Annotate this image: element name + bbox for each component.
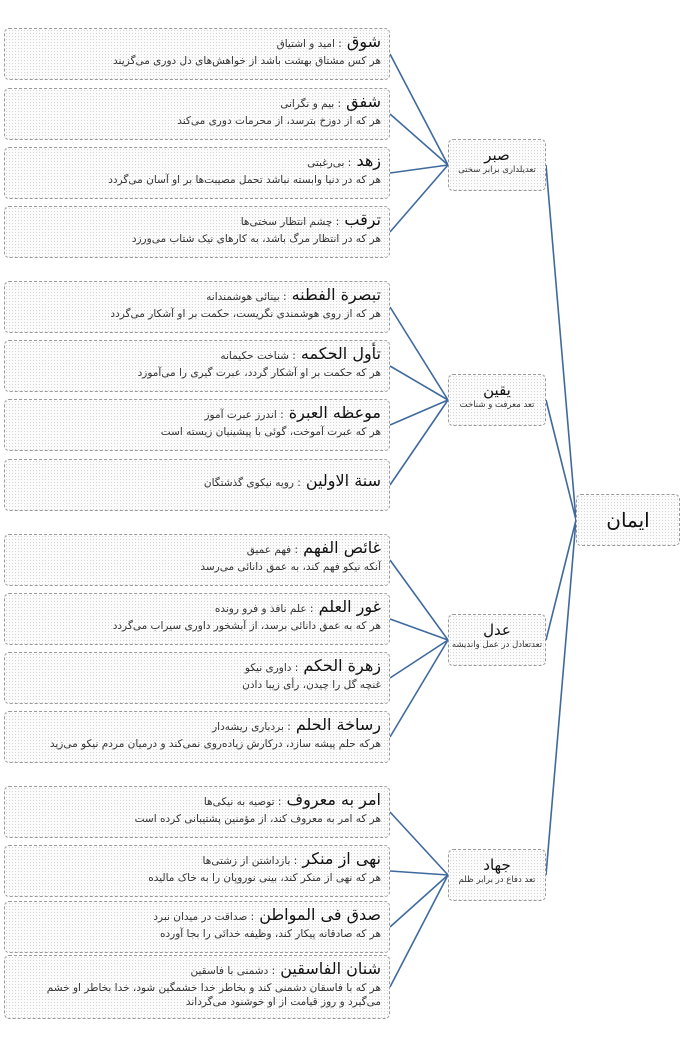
hub-subtitle: تعد معرفت و شناخت [459,400,535,410]
leaf-connector [390,871,448,875]
leaf-description: هر که صادقانه پیکار کند، وظیفه خدائی را بجا آورده [159,928,381,940]
leaf-title: سنة الاولین [305,471,381,490]
leaf-title: غور العلم [318,597,381,616]
leaf-description: هر که با فاسقان دشمنی کند و بخاطر خدا خشمگین شود، خدا بخاطر او خشم می‌گیرد و روز قیامت از او خوشنود می‌گرداند [46,982,381,1008]
leaf-subtitle: : امید و اشتیاق [276,38,342,50]
leaf-subtitle: : شناخت حکیمانه [220,350,296,362]
hub-yaqin [448,374,546,426]
leaf-subtitle: : اندرز عبرت آموز [204,409,284,421]
hub-adl [448,614,546,666]
leaf-zahrat-alhukm [4,652,390,704]
leaf-subtitle: : چشم انتظار سختی‌ها [240,216,340,228]
leaf-title: ترقب [344,210,381,229]
leaf-description: هر که از دوزخ بترسد، از محرمات دوری می‌کند [177,115,381,127]
leaf-subtitle: : بازداشتن از زشتی‌ها [202,855,298,867]
leaf-connector [390,640,448,737]
leaf-connector [390,640,448,678]
leaf-shoq [4,28,390,80]
hub-connector [546,520,576,875]
hub-title: یقین [483,381,511,399]
leaf-subtitle: : بیم و نگرانی [280,98,342,110]
hub-title: عدل [483,621,511,639]
leaf-description: هر که در دنیا وابسته نباشد تحمل مصیبت‌ها بر او آسان می‌گردد [108,174,381,186]
hub-connector [546,165,576,520]
leaf-title: امر به معروف [286,790,381,809]
leaf-connector [390,165,448,232]
leaf-connector [390,366,448,400]
leaf-ghawr-alilm [4,593,390,645]
leaf-connector [390,875,448,927]
leaf-description: هر که نهی از منکر کند، بینی نوروپان را به خاک مالیده [148,872,381,884]
leaf-description: هرکه حلم پیشه سازد، درکارش زیاده‌روی نمی‌کند و درمیان مردم نیکو می‌زید [49,738,381,750]
leaf-subtitle: : فهم عمیق [246,544,299,556]
leaf-sidq-fi-almawatin [4,901,390,953]
leaf-shanaan-alfasiqin [4,955,390,1019]
leaf-ghaes-alfahm [4,534,390,586]
leaf-connector [390,54,448,165]
leaf-connector [390,812,448,875]
leaf-description: هر کس مشتاق بهشت باشد از خواهش‌های دل دوری می‌گزیند [113,55,381,67]
leaf-title: زهد [356,151,381,170]
hub-sabr [448,139,546,191]
leaf-subtitle: : علم نافذ و فرو رونده [214,603,314,615]
leaf-description: هر که در انتظار مرگ باشد، به کارهای نیک شتاب می‌ورزد [131,233,381,245]
leaf-subtitle: : توصیه به نیکی‌ها [203,796,282,808]
leaf-connector [390,165,448,173]
leaf-description: آنکه نیکو فهم کند، به عمق دانائی می‌رسد [200,561,381,573]
leaf-sunnat-alawwalin [4,459,390,511]
leaf-title: رساخة الحلم [295,715,381,734]
leaf-description: هر که حکمت بر او آشکار گردد، عبرت گیری را می‌آموزد [137,367,381,379]
leaf-mawizat-alibra [4,399,390,451]
leaf-rasakhat-alhilm [4,711,390,763]
hub-title: صبر [484,146,510,164]
leaf-nahy-az-monkar [4,845,390,897]
leaf-connector [390,307,448,400]
leaf-taawwul-alhikma [4,340,390,392]
hub-title: جهاد [483,856,511,874]
leaf-tabsirat-alfitna [4,281,390,333]
hub-jihad [448,849,546,901]
leaf-subtitle: : بردباری ریشه‌دار [212,721,291,733]
leaf-title: نهی از منکر [302,849,381,868]
leaf-title: شوق [346,32,381,51]
leaf-connector [390,114,448,165]
leaf-description: هر که از روی هوشمندی نگریست، حکمت بر او آشکار می‌گردد [110,308,381,320]
leaf-title: غائص الفهم [303,538,381,557]
leaf-amr-be-maruf [4,786,390,838]
leaf-description: غنچه گل را چیدن، رأی زیبا دادن [242,679,381,691]
leaf-description: هر که به عمق دانائی برسد، از آبشخور داوری سیراب می‌گردد [112,620,381,632]
leaf-connector [390,875,448,987]
root-iman [576,494,680,546]
leaf-title: تأول الحکمه [300,344,381,363]
leaf-description: هر که عبرت آموخت، گوئی با پیشینیان زیسته است [160,426,381,438]
leaf-title: موعظه العبرة [288,403,381,422]
hub-subtitle: تعدتعادل در عمل واندیشه [451,640,543,650]
leaf-subtitle: : داوری نیکو [244,662,299,674]
leaf-title: تبصرة الفطنه [291,285,381,304]
leaf-title: زهرة الحکم [303,656,381,675]
leaf-title: صدق فی المواطن [259,905,381,924]
hub-subtitle: تعد دفاع در برابر ظلم [458,875,536,885]
leaf-title: شنان الفاسقین [280,959,381,978]
root-title: ایمان [606,508,650,532]
hub-subtitle: تعدیلداری برابر سختی [458,165,536,175]
leaf-connector [390,619,448,640]
leaf-subtitle: : رویه نیکوی گذشتگان [203,477,301,489]
leaf-description: هر که امر به معروف کند، از مؤمنین پشتیبانی کرده است [134,813,381,825]
leaf-subtitle: : صداقت در میدان نبرد [153,911,255,923]
leaf-subtitle: : بی‌رغبتی [307,157,352,169]
leaf-title: شفق [346,92,381,111]
leaf-zohd [4,147,390,199]
leaf-shafaq [4,88,390,140]
leaf-taraqob [4,206,390,258]
leaf-connector [390,560,448,640]
leaf-subtitle: : دشمنی با فاسقین [190,965,276,977]
leaf-subtitle: : بینائی هوشمندانه [206,291,287,303]
